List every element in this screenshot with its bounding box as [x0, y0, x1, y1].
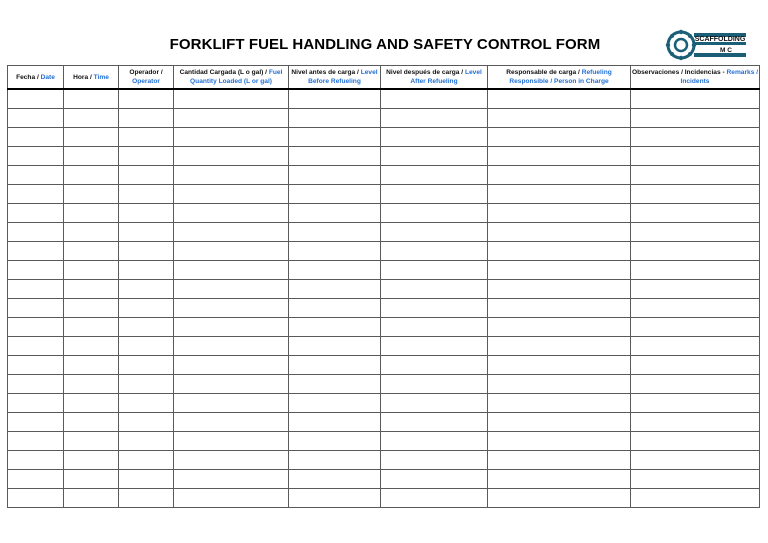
form-cell[interactable]: [289, 128, 381, 147]
form-cell[interactable]: [8, 489, 64, 508]
form-cell[interactable]: [8, 89, 64, 109]
form-cell[interactable]: [488, 451, 631, 470]
form-cell[interactable]: [64, 489, 119, 508]
table-row: [8, 128, 760, 147]
form-cell[interactable]: [289, 489, 381, 508]
form-cell[interactable]: [64, 166, 119, 185]
form-cell[interactable]: [488, 375, 631, 394]
form-cell[interactable]: [174, 470, 289, 489]
form-cell[interactable]: [631, 375, 760, 394]
form-cell[interactable]: [381, 128, 488, 147]
form-cell[interactable]: [631, 280, 760, 299]
form-cell[interactable]: [174, 261, 289, 280]
form-cell[interactable]: [8, 166, 64, 185]
table-row: [8, 318, 760, 337]
form-cell[interactable]: [381, 185, 488, 204]
form-cell[interactable]: [289, 204, 381, 223]
form-cell[interactable]: [381, 109, 488, 128]
form-cell[interactable]: [8, 470, 64, 489]
table-row: [8, 204, 760, 223]
form-cell[interactable]: [119, 318, 174, 337]
column-header-fuel-quantity: Cantidad Cargada (L o gal) / Fuel Quantity Loaded (L or gal): [174, 66, 289, 90]
form-cell[interactable]: [488, 89, 631, 109]
form-cell[interactable]: [631, 470, 760, 489]
form-cell[interactable]: [488, 299, 631, 318]
form-cell[interactable]: [381, 489, 488, 508]
form-cell[interactable]: [64, 185, 119, 204]
form-cell[interactable]: [381, 318, 488, 337]
form-cell[interactable]: [381, 166, 488, 185]
form-cell[interactable]: [631, 394, 760, 413]
form-cell[interactable]: [631, 147, 760, 166]
form-title: FORKLIFT FUEL HANDLING AND SAFETY CONTROL FORM: [169, 36, 601, 53]
form-cell[interactable]: [8, 451, 64, 470]
form-cell[interactable]: [64, 451, 119, 470]
form-cell[interactable]: [381, 394, 488, 413]
table-row: [8, 166, 760, 185]
form-cell[interactable]: [64, 394, 119, 413]
table-row: [8, 185, 760, 204]
table-row: [8, 413, 760, 432]
form-cell[interactable]: [8, 261, 64, 280]
table-row: [8, 89, 760, 109]
form-cell[interactable]: [174, 280, 289, 299]
form-cell[interactable]: [631, 261, 760, 280]
table-row: [8, 489, 760, 508]
table-row: [8, 451, 760, 470]
form-cell[interactable]: [119, 204, 174, 223]
form-cell[interactable]: [289, 375, 381, 394]
form-cell[interactable]: [631, 432, 760, 451]
form-cell[interactable]: [119, 261, 174, 280]
form-cell[interactable]: [119, 375, 174, 394]
form-cell[interactable]: [64, 470, 119, 489]
column-header-operator: Operador / Operator: [119, 66, 174, 90]
form-cell[interactable]: [289, 299, 381, 318]
form-cell[interactable]: [174, 147, 289, 166]
form-cell[interactable]: [289, 242, 381, 261]
column-header-time: Hora / Time: [64, 66, 119, 90]
form-cell[interactable]: [174, 451, 289, 470]
form-cell[interactable]: [289, 337, 381, 356]
form-cell[interactable]: [381, 280, 488, 299]
form-cell[interactable]: [8, 375, 64, 394]
form-cell[interactable]: [488, 413, 631, 432]
form-cell[interactable]: [289, 223, 381, 242]
table-row: [8, 109, 760, 128]
form-cell[interactable]: [64, 356, 119, 375]
table-row: [8, 375, 760, 394]
form-cell[interactable]: [289, 109, 381, 128]
form-cell[interactable]: [8, 280, 64, 299]
form-cell[interactable]: [119, 223, 174, 242]
form-cell[interactable]: [631, 299, 760, 318]
column-header-date: Fecha / Date: [8, 66, 64, 90]
form-cell[interactable]: [119, 242, 174, 261]
form-cell[interactable]: [488, 394, 631, 413]
form-cell[interactable]: [381, 89, 488, 109]
header-row: [8, 66, 760, 90]
table-row: [8, 394, 760, 413]
form-cell[interactable]: [381, 432, 488, 451]
form-cell[interactable]: [488, 261, 631, 280]
form-cell[interactable]: [631, 318, 760, 337]
form-cell[interactable]: [631, 451, 760, 470]
table-row: [8, 356, 760, 375]
form-cell[interactable]: [289, 166, 381, 185]
form-cell[interactable]: [119, 147, 174, 166]
form-cell[interactable]: [381, 337, 488, 356]
form-cell[interactable]: [64, 128, 119, 147]
form-cell[interactable]: [8, 128, 64, 147]
form-cell[interactable]: [174, 489, 289, 508]
form-cell[interactable]: [381, 242, 488, 261]
column-header-responsible: Responsable de carga / Refueling Responsible / Person in Charge: [488, 66, 631, 90]
form-cell[interactable]: [8, 356, 64, 375]
column-header-level-before: Nivel antes de carga / Level Before Refueling: [289, 66, 381, 90]
form-cell[interactable]: [488, 318, 631, 337]
form-cell[interactable]: [174, 375, 289, 394]
form-cell[interactable]: [488, 166, 631, 185]
form-cell[interactable]: [174, 337, 289, 356]
form-cell[interactable]: [8, 223, 64, 242]
form-cell[interactable]: [8, 413, 64, 432]
column-header-remarks: Observaciones / Incidencias - Remarks / Incidents: [631, 66, 760, 90]
form-cell[interactable]: [64, 299, 119, 318]
form-cell[interactable]: [631, 185, 760, 204]
company-logo: [664, 28, 748, 62]
form-cell[interactable]: [174, 166, 289, 185]
form-cell[interactable]: [8, 318, 64, 337]
table-row: [8, 147, 760, 166]
form-cell[interactable]: [289, 89, 381, 109]
form-cell[interactable]: [119, 280, 174, 299]
column-header-level-after: Nivel después de carga / Level After Refueling: [381, 66, 488, 90]
form-cell[interactable]: [289, 451, 381, 470]
form-cell[interactable]: [119, 489, 174, 508]
form-cell[interactable]: [174, 128, 289, 147]
form-cell[interactable]: [488, 223, 631, 242]
form-cell[interactable]: [488, 489, 631, 508]
form-cell[interactable]: [174, 242, 289, 261]
form-cell[interactable]: [381, 356, 488, 375]
form-cell[interactable]: [8, 109, 64, 128]
form-cell[interactable]: [289, 147, 381, 166]
form-cell[interactable]: [631, 128, 760, 147]
form-cell[interactable]: [631, 166, 760, 185]
form-cell[interactable]: [381, 223, 488, 242]
form-cell[interactable]: [488, 185, 631, 204]
form-cell[interactable]: [289, 470, 381, 489]
form-cell[interactable]: [119, 299, 174, 318]
table-row: [8, 223, 760, 242]
form-cell[interactable]: [289, 261, 381, 280]
form-cell[interactable]: [381, 375, 488, 394]
form-cell[interactable]: [174, 394, 289, 413]
form-cell[interactable]: [8, 242, 64, 261]
form-cell[interactable]: [631, 204, 760, 223]
form-cell[interactable]: [8, 147, 64, 166]
table-row: [8, 299, 760, 318]
form-cell[interactable]: [488, 356, 631, 375]
table-body: [8, 89, 760, 508]
form-cell[interactable]: [381, 261, 488, 280]
form-cell[interactable]: [119, 128, 174, 147]
form-cell[interactable]: [119, 166, 174, 185]
form-cell[interactable]: [64, 223, 119, 242]
form-cell[interactable]: [289, 185, 381, 204]
table-row: [8, 280, 760, 299]
form-cell[interactable]: [64, 109, 119, 128]
form-cell[interactable]: [8, 204, 64, 223]
form-cell[interactable]: [289, 432, 381, 451]
form-cell[interactable]: [64, 280, 119, 299]
form-cell[interactable]: [631, 489, 760, 508]
form-cell[interactable]: [174, 223, 289, 242]
form-cell[interactable]: [289, 413, 381, 432]
form-cell[interactable]: [174, 185, 289, 204]
form-cell[interactable]: [488, 128, 631, 147]
form-cell[interactable]: [119, 337, 174, 356]
form-cell[interactable]: [488, 432, 631, 451]
form-cell[interactable]: [119, 185, 174, 204]
form-cell[interactable]: [488, 337, 631, 356]
form-cell[interactable]: [174, 356, 289, 375]
form-cell[interactable]: [119, 89, 174, 109]
form-cell[interactable]: [381, 470, 488, 489]
form-cell[interactable]: [488, 204, 631, 223]
form-cell[interactable]: [488, 470, 631, 489]
table-row: [8, 432, 760, 451]
form-cell[interactable]: [289, 356, 381, 375]
form-cell[interactable]: [174, 89, 289, 109]
form-cell[interactable]: [381, 147, 488, 166]
form-cell[interactable]: [64, 261, 119, 280]
form-cell[interactable]: [488, 147, 631, 166]
form-cell[interactable]: [119, 432, 174, 451]
form-cell[interactable]: [64, 89, 119, 109]
form-cell[interactable]: [119, 356, 174, 375]
form-cell[interactable]: [381, 451, 488, 470]
form-cell[interactable]: [64, 413, 119, 432]
form-cell[interactable]: [174, 432, 289, 451]
table-row: [8, 337, 760, 356]
form-cell[interactable]: [381, 299, 488, 318]
form-cell[interactable]: [119, 470, 174, 489]
form-cell[interactable]: [174, 299, 289, 318]
form-cell[interactable]: [631, 242, 760, 261]
form-cell[interactable]: [119, 413, 174, 432]
form-cell[interactable]: [8, 432, 64, 451]
form-cell[interactable]: [64, 242, 119, 261]
form-cell[interactable]: [119, 109, 174, 128]
form-cell[interactable]: [174, 204, 289, 223]
table-row: [8, 470, 760, 489]
logo-text-bottom: M C: [720, 47, 732, 54]
form-cell[interactable]: [64, 318, 119, 337]
table-row: [8, 261, 760, 280]
form-cell[interactable]: [119, 394, 174, 413]
form-cell[interactable]: [488, 280, 631, 299]
form-cell[interactable]: [8, 337, 64, 356]
form-cell[interactable]: [631, 223, 760, 242]
form-cell[interactable]: [64, 375, 119, 394]
table-row: [8, 242, 760, 261]
form-cell[interactable]: [64, 432, 119, 451]
form-cell[interactable]: [488, 109, 631, 128]
fuel-log-table: [7, 65, 760, 508]
logo-text-top: SCAFFOLDING: [694, 36, 746, 43]
form-cell[interactable]: [631, 337, 760, 356]
form-cell[interactable]: [381, 413, 488, 432]
form-cell[interactable]: [64, 147, 119, 166]
form-cell[interactable]: [8, 185, 64, 204]
form-cell[interactable]: [174, 318, 289, 337]
form-cell[interactable]: [631, 109, 760, 128]
form-cell[interactable]: [174, 413, 289, 432]
form-cell[interactable]: [289, 318, 381, 337]
form-cell[interactable]: [631, 356, 760, 375]
form-cell[interactable]: [289, 280, 381, 299]
form-cell[interactable]: [8, 299, 64, 318]
form-cell[interactable]: [64, 204, 119, 223]
form-cell[interactable]: [64, 337, 119, 356]
form-cell[interactable]: [488, 242, 631, 261]
form-cell[interactable]: [631, 413, 760, 432]
form-cell[interactable]: [381, 204, 488, 223]
form-cell[interactable]: [289, 394, 381, 413]
form-cell[interactable]: [174, 109, 289, 128]
form-cell[interactable]: [631, 89, 760, 109]
form-cell[interactable]: [119, 451, 174, 470]
form-cell[interactable]: [8, 394, 64, 413]
